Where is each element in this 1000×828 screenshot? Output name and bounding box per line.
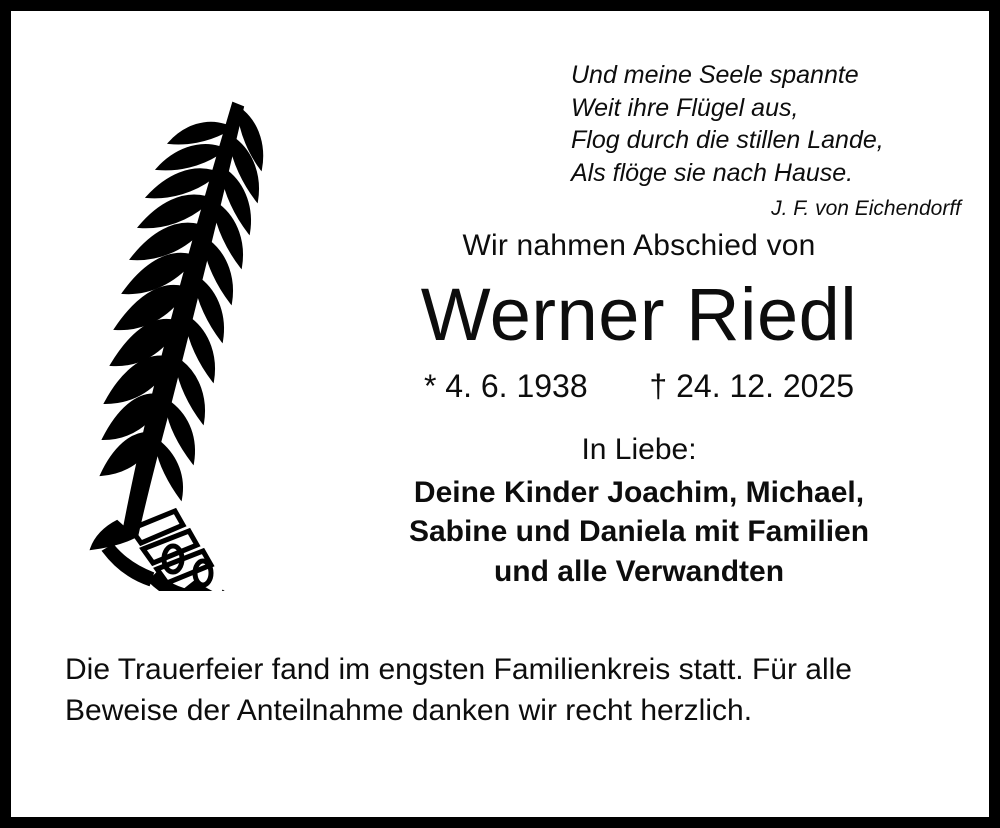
family-block — [299, 473, 979, 592]
poem-block — [571, 59, 961, 222]
poem-line: Weit ihre Flügel aus, — [571, 93, 799, 122]
family-line: Sabine und Daniela mit Familien — [408, 515, 870, 549]
death-date: † 24. 12. 2025 — [649, 367, 855, 404]
farewell-text: Wir nahmen Abschied von — [462, 229, 816, 262]
birth-date: * 4. 6. 1938 — [423, 367, 588, 404]
poem-line: Als flöge sie nach Hause. — [571, 158, 854, 187]
poem-line: Und meine Seele spannte — [571, 61, 859, 89]
poem-author: J. F. von Eichendorff — [771, 197, 961, 220]
closing-paragraph: Die Trauerfeier fand im engsten Familienkreis statt. Für alle Beweise der Anteilnahme danken wir recht herzlich. — [65, 653, 852, 728]
family-line: und alle Verwandten — [493, 554, 785, 588]
family-line: Deine Kinder Joachim, Michael, — [413, 475, 865, 509]
deceased-name: Werner Riedl — [420, 273, 858, 356]
in-love-label: In Liebe: — [581, 432, 697, 466]
life-dates — [299, 368, 979, 405]
obituary-inner — [11, 11, 989, 817]
palm-frond-icon — [57, 81, 297, 591]
deceased-block — [299, 229, 979, 591]
poem-line: Flog durch die stillen Lande, — [571, 126, 884, 154]
